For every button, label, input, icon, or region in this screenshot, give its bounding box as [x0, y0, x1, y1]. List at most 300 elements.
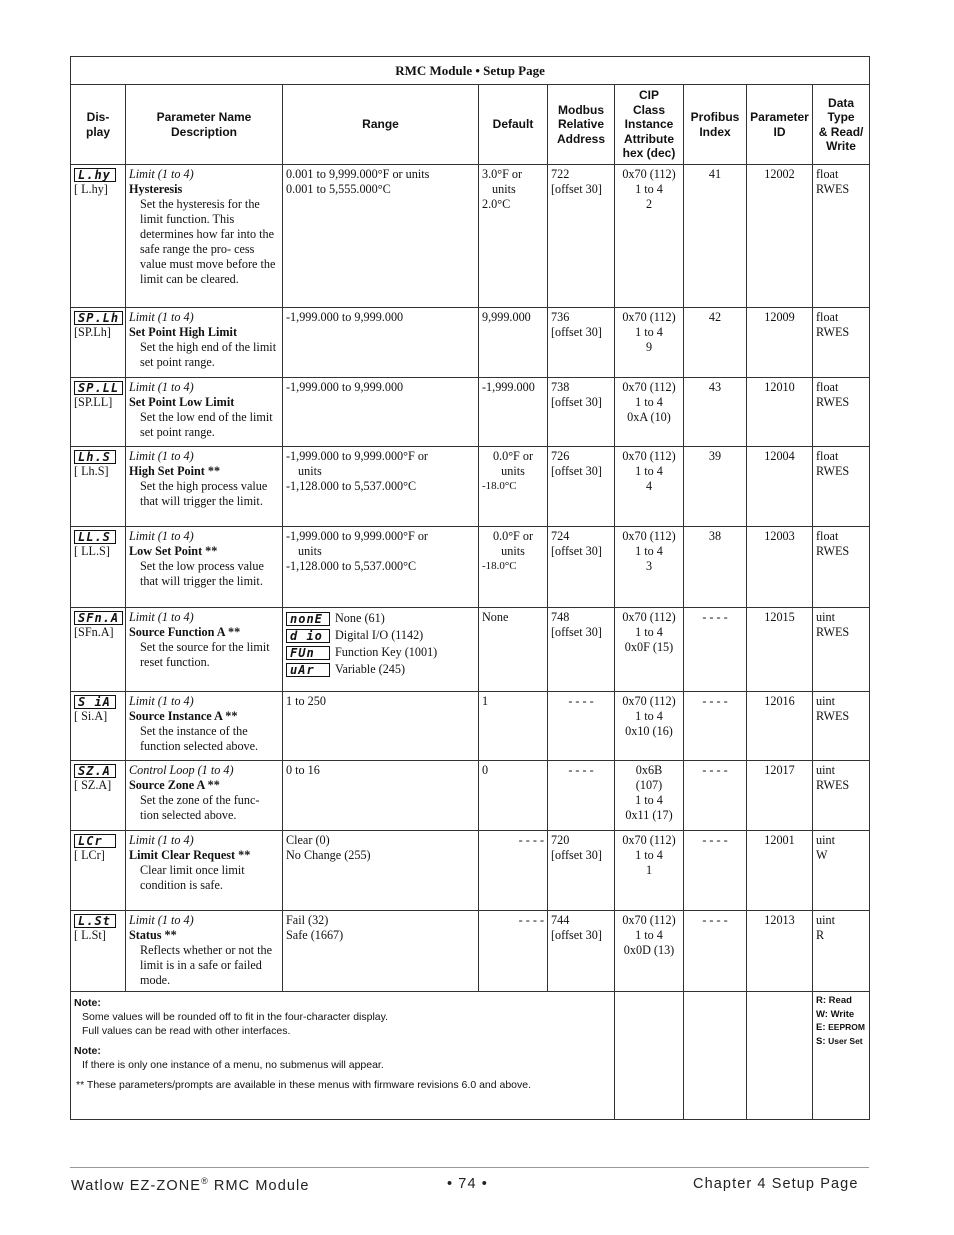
cip-cell — [615, 165, 684, 308]
data-type-cell — [813, 608, 870, 692]
display-cell — [71, 308, 126, 378]
parameter-name: Set Point Low Limit — [129, 395, 235, 409]
option-lcd: d io — [286, 629, 330, 643]
data-type-cell — [813, 527, 870, 608]
display-code: [ L.St] — [74, 928, 106, 943]
cip-line: 0x70 (112) — [622, 310, 676, 324]
display-code: [ LL.S] — [74, 544, 110, 559]
note-text: If there is only one instance of a menu, no submenus will appear. — [82, 1059, 384, 1071]
modbus-line: 726 — [551, 449, 570, 463]
range-line: 0.001 to 5,555.000°C — [286, 182, 391, 196]
lcd-display: Lh.S — [74, 450, 116, 464]
parameter-id-cell: 12017 — [747, 761, 813, 831]
display-cell — [71, 378, 126, 447]
parameter-id-cell: 12010 — [747, 378, 813, 447]
range-cell — [283, 378, 479, 447]
modbus-cell — [548, 608, 615, 692]
profibus-cell: 43 — [684, 378, 747, 447]
modbus-cell — [548, 831, 615, 911]
cip-line: 0x10 (16) — [625, 724, 673, 738]
parameter-id-cell: 12015 — [747, 608, 813, 692]
option-lcd: FUn — [286, 646, 330, 660]
display-code: [ SZ.A] — [74, 778, 112, 793]
range-line: -1,999.000 to 9,999.000°F or — [286, 449, 428, 463]
cip-line: 1 to 4 — [635, 793, 663, 807]
parameter-id-cell: 12004 — [747, 447, 813, 527]
note-text: Some values will be rounded off to fit in the four-character display. — [82, 1011, 389, 1023]
range-line: 0 to 16 — [286, 763, 320, 777]
range-line: -1,128.000 to 5,537.000°C — [286, 479, 417, 493]
range-line: units — [298, 544, 322, 558]
display-code: [ Si.A] — [74, 709, 108, 724]
lcd-display: L.St — [74, 914, 116, 928]
display-code: [SFn.A] — [74, 625, 114, 640]
legend-item — [816, 1008, 866, 1022]
cip-line: 4 — [645, 479, 653, 493]
parameter-cell — [126, 378, 283, 447]
table-row — [71, 831, 870, 911]
note-text: Full values can be read with other interfaces. — [82, 1025, 291, 1037]
parameter-cell — [126, 308, 283, 378]
modbus-line: [offset 30] — [551, 544, 602, 558]
modbus-line: - - - - — [568, 763, 594, 777]
data-type-cell — [813, 911, 870, 992]
display-cell — [71, 527, 126, 608]
cip-line: 1 to 4 — [635, 544, 663, 558]
data-type-cell — [813, 761, 870, 831]
profibus-cell: - - - - — [684, 831, 747, 911]
default-line: - - - - — [518, 913, 544, 927]
parameter-scope: Limit (1 to 4) — [129, 310, 194, 324]
cip-line: 0x70 (112) — [622, 833, 676, 847]
display-cell — [71, 692, 126, 761]
cip-line: 1 to 4 — [635, 709, 663, 723]
data-type-cell — [813, 692, 870, 761]
default-line: units — [501, 544, 525, 558]
data-type-line: RWES — [816, 395, 850, 409]
data-type-cell — [813, 308, 870, 378]
data-type-line: RWES — [816, 709, 850, 723]
parameter-cell — [126, 692, 283, 761]
parameter-description: Set the source for the limit reset function. — [140, 640, 270, 669]
table-row — [71, 308, 870, 378]
range-cell — [283, 527, 479, 608]
range-option — [286, 644, 475, 661]
lcd-display: LCr — [74, 834, 116, 848]
footer-product: RMC Module — [208, 1177, 310, 1194]
default-line: 0 — [482, 763, 489, 777]
range-line: -1,999.000 to 9,999.000 — [286, 380, 404, 394]
data-type-line: uint — [816, 610, 835, 624]
modbus-cell — [548, 527, 615, 608]
default-line: -18.0°C — [482, 480, 517, 492]
range-cell — [283, 831, 479, 911]
modbus-line: 744 — [551, 913, 570, 927]
data-type-line: W — [816, 848, 828, 862]
parameter-scope: Limit (1 to 4) — [129, 833, 194, 847]
column-header: Parameter Name Description — [126, 85, 283, 165]
parameter-id-cell: 12001 — [747, 831, 813, 911]
data-type-line: float — [816, 529, 839, 543]
modbus-cell — [548, 165, 615, 308]
legend-key: R: — [816, 995, 827, 1006]
default-line: None — [482, 610, 509, 624]
modbus-line: [offset 30] — [551, 625, 602, 639]
modbus-line: 748 — [551, 610, 570, 624]
range-line: -1,999.000 to 9,999.000 — [286, 310, 404, 324]
default-line: -1,999.000 — [482, 380, 535, 394]
table-title: RMC Module • Setup Page — [71, 57, 870, 85]
modbus-cell — [548, 692, 615, 761]
legend-item — [816, 994, 866, 1008]
table-row — [71, 378, 870, 447]
cip-line: 0x70 (112) — [622, 380, 676, 394]
parameter-id-cell: 12003 — [747, 527, 813, 608]
option-label: Function Key (1001) — [335, 645, 438, 659]
column-header: Data Type & Read/ Write — [813, 85, 870, 165]
parameter-description: Set the low process value that will trigger the limit. — [140, 559, 264, 588]
modbus-line: - - - - — [568, 694, 594, 708]
legend-item — [816, 1035, 866, 1049]
footer-brand-name: Watlow EZ-ZONE — [71, 1177, 202, 1194]
range-line: -1,999.000 to 9,999.000°F or — [286, 529, 428, 543]
parameter-description: Set the high process value that will trigger the limit. — [140, 479, 268, 508]
option-lcd: uAr — [286, 663, 330, 677]
modbus-cell — [548, 447, 615, 527]
display-cell — [71, 447, 126, 527]
lcd-display: SP.Lh — [74, 311, 123, 325]
modbus-cell — [548, 378, 615, 447]
display-cell — [71, 761, 126, 831]
footer-rule — [70, 1167, 869, 1168]
display-code: [ LCr] — [74, 848, 105, 863]
cip-line: 0x0D (13) — [623, 943, 675, 957]
display-code: [ L.hy] — [74, 182, 108, 197]
cip-line: 0x70 (112) — [622, 913, 676, 927]
range-cell — [283, 165, 479, 308]
default-cell — [479, 308, 548, 378]
default-cell — [479, 761, 548, 831]
data-type-line: RWES — [816, 778, 850, 792]
data-type-line: uint — [816, 694, 835, 708]
default-line: 0.0°F or — [492, 449, 534, 463]
lcd-display: S iA — [74, 695, 116, 709]
lcd-display: SZ.A — [74, 764, 116, 778]
display-code: [ Lh.S] — [74, 464, 109, 479]
modbus-line: [offset 30] — [551, 848, 602, 862]
profibus-cell: 41 — [684, 165, 747, 308]
profibus-cell: - - - - — [684, 608, 747, 692]
parameter-name: Source Zone A ** — [129, 778, 220, 792]
cip-line: 0x70 (112) — [622, 167, 676, 181]
parameter-scope: Limit (1 to 4) — [129, 694, 194, 708]
table-row — [71, 761, 870, 831]
cip-line: 1 to 4 — [635, 464, 663, 478]
column-header: Dis- play — [71, 85, 126, 165]
option-label: Variable (245) — [335, 662, 406, 676]
note-heading: Note: — [74, 997, 101, 1009]
parameter-scope: Limit (1 to 4) — [129, 380, 194, 394]
parameter-description: Clear limit once limit condition is safe. — [140, 863, 245, 892]
cip-cell — [615, 761, 684, 831]
profibus-cell: - - - - — [684, 911, 747, 992]
empty-cell — [684, 992, 747, 1120]
cip-cell — [615, 911, 684, 992]
table-row — [71, 165, 870, 308]
legend-key: S: — [816, 1035, 826, 1047]
profibus-cell: 39 — [684, 447, 747, 527]
cip-line: 0x0F (15) — [624, 640, 674, 654]
empty-cell — [747, 992, 813, 1120]
data-type-line: RWES — [816, 464, 850, 478]
modbus-line: 722 — [551, 167, 570, 181]
display-code: [SP.Lh] — [74, 325, 111, 340]
parameter-id-cell: 12013 — [747, 911, 813, 992]
modbus-cell — [548, 308, 615, 378]
cip-line: 1 to 4 — [635, 325, 663, 339]
legend-value: Write — [830, 1008, 855, 1020]
cip-line: 1 to 4 — [635, 182, 663, 196]
range-option — [286, 661, 475, 678]
range-option — [286, 610, 475, 627]
data-type-line: RWES — [816, 325, 850, 339]
parameter-cell — [126, 165, 283, 308]
lcd-display: L.hy — [74, 168, 116, 182]
modbus-line: [offset 30] — [551, 464, 602, 478]
data-type-line: float — [816, 310, 839, 324]
data-type-line: R — [816, 928, 825, 942]
data-type-line: RWES — [816, 625, 850, 639]
cip-cell — [615, 692, 684, 761]
parameter-id-cell: 12009 — [747, 308, 813, 378]
range-line: No Change (255) — [286, 848, 371, 862]
notes-row — [71, 992, 870, 1120]
cip-cell — [615, 608, 684, 692]
parameter-scope: Limit (1 to 4) — [129, 913, 194, 927]
default-cell — [479, 608, 548, 692]
modbus-line: [offset 30] — [551, 182, 602, 196]
option-label: Digital I/O (1142) — [335, 628, 424, 642]
default-line: 3.0°F or — [482, 167, 523, 181]
column-header: Default — [479, 85, 548, 165]
default-cell — [479, 165, 548, 308]
parameter-id-cell: 12016 — [747, 692, 813, 761]
range-line: -1,128.000 to 5,537.000°C — [286, 559, 417, 573]
data-type-line: float — [816, 167, 839, 181]
data-type-cell — [813, 831, 870, 911]
legend-key: W: — [816, 1008, 828, 1020]
parameter-description: Set the high end of the limit set point range. — [140, 340, 277, 369]
option-lcd: nonE — [286, 612, 330, 626]
modbus-cell — [548, 911, 615, 992]
parameter-name: Source Instance A ** — [129, 709, 238, 723]
modbus-line: 738 — [551, 380, 570, 394]
table-row — [71, 911, 870, 992]
display-cell — [71, 911, 126, 992]
range-line: 0.001 to 9,999.000°F or units — [286, 167, 430, 181]
legend-key: E: — [816, 1022, 826, 1033]
data-type-cell — [813, 378, 870, 447]
column-header: Range — [283, 85, 479, 165]
default-line: 9,999.000 — [482, 310, 531, 324]
cip-cell — [615, 831, 684, 911]
cip-line: 0x70 (112) — [622, 694, 676, 708]
modbus-line: 720 — [551, 833, 570, 847]
parameter-description: Set the zone of the func- tion selected above. — [140, 793, 260, 822]
legend-value: User Set — [828, 1035, 863, 1046]
parameter-description: Reflects whether or not the limit is in a safe or failed mode. — [140, 943, 272, 987]
display-code: [SP.LL] — [74, 395, 113, 410]
data-type-line: uint — [816, 913, 835, 927]
cip-line: 0x70 (112) — [622, 529, 676, 543]
default-line: 2.0°C — [482, 197, 511, 211]
column-header: CIP Class Instance Attribute hex (dec) — [615, 85, 684, 165]
table-row — [71, 608, 870, 692]
cip-line: (107) — [635, 778, 663, 792]
parameter-name: High Set Point ** — [129, 464, 221, 478]
setup-page-table — [70, 56, 870, 1120]
range-cell — [283, 761, 479, 831]
registered-mark: ® — [201, 1176, 209, 1186]
range-cell — [283, 447, 479, 527]
option-label: None (61) — [335, 611, 385, 625]
parameter-cell — [126, 527, 283, 608]
data-type-line: RWES — [816, 182, 850, 196]
cip-line: 1 — [645, 863, 653, 877]
column-header: Modbus Relative Address — [548, 85, 615, 165]
table-row — [71, 692, 870, 761]
footer-chapter: Chapter 4 Setup Page — [693, 1176, 859, 1192]
parameter-name: Limit Clear Request ** — [129, 848, 251, 862]
display-cell — [71, 831, 126, 911]
range-cell — [283, 911, 479, 992]
parameter-scope: Limit (1 to 4) — [129, 610, 194, 624]
data-type-line: float — [816, 380, 839, 394]
lcd-display: SP.LL — [74, 381, 123, 395]
range-cell — [283, 608, 479, 692]
range-line: Fail (32) — [286, 913, 329, 927]
cip-cell — [615, 447, 684, 527]
cip-line: 2 — [645, 197, 653, 211]
modbus-line: 724 — [551, 529, 570, 543]
default-cell — [479, 911, 548, 992]
lcd-display: SFn.A — [74, 611, 123, 625]
cip-cell — [615, 308, 684, 378]
firmware-note: ** These parameters/prompts are available in these menus with firmware revisions 6.0 and above. — [76, 1079, 532, 1091]
parameter-description: Set the instance of the function selected above. — [140, 724, 259, 753]
lcd-display: LL.S — [74, 530, 116, 544]
notes-cell — [71, 992, 615, 1120]
modbus-line: [offset 30] — [551, 395, 602, 409]
default-cell — [479, 447, 548, 527]
default-cell — [479, 831, 548, 911]
range-cell — [283, 308, 479, 378]
parameter-cell — [126, 608, 283, 692]
cip-line: 1 to 4 — [635, 848, 663, 862]
default-line: 1 — [482, 694, 489, 708]
empty-cell — [615, 992, 684, 1120]
modbus-line: [offset 30] — [551, 928, 602, 942]
range-line: units — [298, 464, 322, 478]
parameter-scope: Limit (1 to 4) — [129, 449, 194, 463]
parameter-name: Source Function A ** — [129, 625, 241, 639]
range-option — [286, 627, 475, 644]
parameter-cell — [126, 447, 283, 527]
legend-value: Read — [828, 995, 852, 1006]
column-header: Profibus Index — [684, 85, 747, 165]
cip-line: 0x6B — [635, 763, 663, 777]
profibus-cell: 38 — [684, 527, 747, 608]
cip-line: 1 to 4 — [635, 625, 663, 639]
parameter-description: Set the hysteresis for the limit function. This determines how far into the safe range the pro- cess value must move before the limit can be cleared. — [140, 197, 276, 286]
cip-cell — [615, 527, 684, 608]
parameter-name: Low Set Point ** — [129, 544, 218, 558]
cip-line: 0x11 (17) — [625, 808, 673, 822]
parameter-name: Set Point High Limit — [129, 325, 237, 339]
modbus-line: [offset 30] — [551, 325, 602, 339]
data-type-line: float — [816, 449, 839, 463]
cip-line: 9 — [645, 340, 653, 354]
data-type-cell — [813, 165, 870, 308]
display-cell — [71, 165, 126, 308]
default-cell — [479, 527, 548, 608]
page-number: • 74 • — [447, 1176, 488, 1192]
cip-line: 1 to 4 — [635, 928, 663, 942]
range-line: Safe (1667) — [286, 928, 344, 942]
default-cell — [479, 378, 548, 447]
cip-cell — [615, 378, 684, 447]
parameter-cell — [126, 831, 283, 911]
parameter-name: Status ** — [129, 928, 177, 942]
range-line: Clear (0) — [286, 833, 330, 847]
column-header: Parameter ID — [747, 85, 813, 165]
data-type-line: uint — [816, 833, 835, 847]
cip-line: 0x70 (112) — [622, 449, 676, 463]
header-row — [71, 85, 870, 165]
cip-line: 0x70 (112) — [622, 610, 676, 624]
profibus-cell: 42 — [684, 308, 747, 378]
default-line: units — [492, 182, 516, 196]
default-line: -18.0°C — [482, 560, 517, 572]
parameter-cell — [126, 911, 283, 992]
modbus-line: 736 — [551, 310, 570, 324]
parameter-description: Set the low end of the limit set point range. — [140, 410, 273, 439]
range-cell — [283, 692, 479, 761]
range-line: 1 to 250 — [286, 694, 326, 708]
footer-brand — [71, 1176, 310, 1194]
legend-value: EEPROM — [828, 1022, 865, 1032]
data-type-cell — [813, 447, 870, 527]
default-line: units — [501, 464, 525, 478]
default-line: - - - - — [518, 833, 544, 847]
default-cell — [479, 692, 548, 761]
table-row — [71, 447, 870, 527]
modbus-cell — [548, 761, 615, 831]
profibus-cell: - - - - — [684, 692, 747, 761]
data-type-line: uint — [816, 763, 835, 777]
default-line: 0.0°F or — [492, 529, 534, 543]
parameter-cell — [126, 761, 283, 831]
legend-cell — [813, 992, 870, 1120]
parameter-scope: Control Loop (1 to 4) — [129, 763, 234, 777]
table-row — [71, 527, 870, 608]
cip-line: 1 to 4 — [635, 395, 663, 409]
parameter-scope: Limit (1 to 4) — [129, 167, 194, 181]
legend-item — [816, 1021, 866, 1035]
cip-line: 3 — [645, 559, 653, 573]
profibus-cell: - - - - — [684, 761, 747, 831]
parameter-scope: Limit (1 to 4) — [129, 529, 194, 543]
